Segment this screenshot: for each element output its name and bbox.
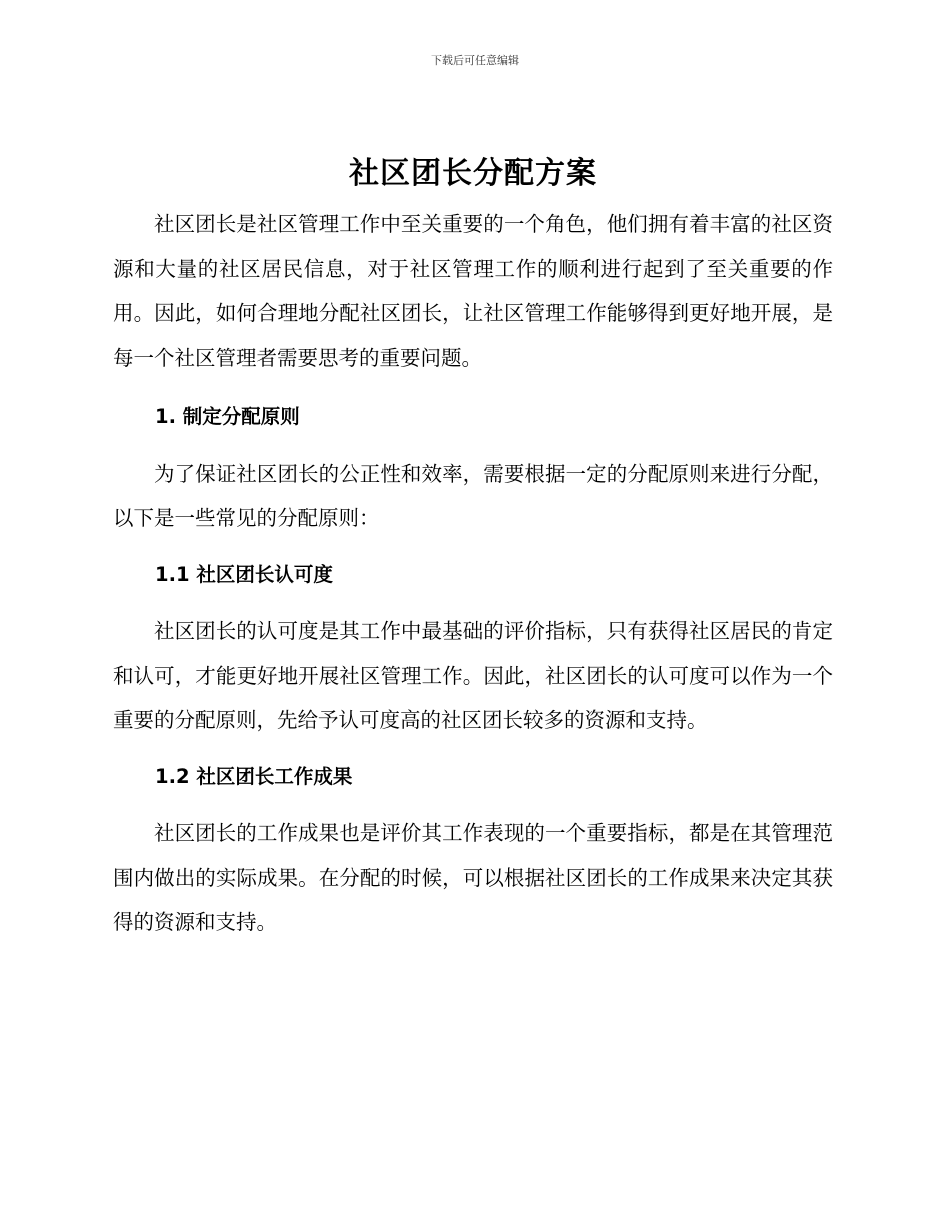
section-1-heading: 1. 制定分配原则 (155, 405, 300, 428)
section-1-1-paragraph: 社区团长的认可度是其工作中最基础的评价指标，只有获得社区居民的肯定和认可，才能更好地开展社区管理工作。因此，社区团长的认可度可以作为一个重要的分配原则，先给予认可度高的社区团长较多的资源和支持。 (113, 619, 833, 732)
spacer (113, 440, 833, 452)
section-1-2-heading: 1.2 社区团长工作成果 (155, 764, 353, 788)
spacer (113, 541, 833, 553)
intro-paragraph: 社区团长是社区管理工作中至关重要的一个角色，他们拥有着丰富的社区资源和大量的社区居民信息，对于社区管理工作的顺利进行起到了至关重要的作用。因此，如何合理地分配社区团长，让社区管理工作能够得到更好地开展，是每一个社区管理者需要思考的重要问题。 (113, 212, 833, 370)
spacer (113, 597, 833, 609)
section-1-paragraph: 为了保证社区团长的公正性和效率，需要根据一定的分配原则来进行分配，以下是一些常见的分配原则： (113, 461, 833, 530)
spacer (113, 380, 833, 395)
section-1-2-paragraph: 社区团长的工作成果也是评价其工作表现的一个重要指标，都是在其管理范围内做出的实际成果。在分配的时候，可以根据社区团长的工作成果来决定其获得的资源和支持。 (113, 821, 833, 934)
page-header-note: 下载后可任意编辑 (431, 54, 519, 67)
spacer (113, 743, 833, 755)
spacer (113, 799, 833, 811)
document-body (113, 152, 833, 945)
section-1-1-heading: 1.1 社区团长认可度 (155, 562, 333, 586)
document-title: 社区团长分配方案 (349, 156, 597, 191)
